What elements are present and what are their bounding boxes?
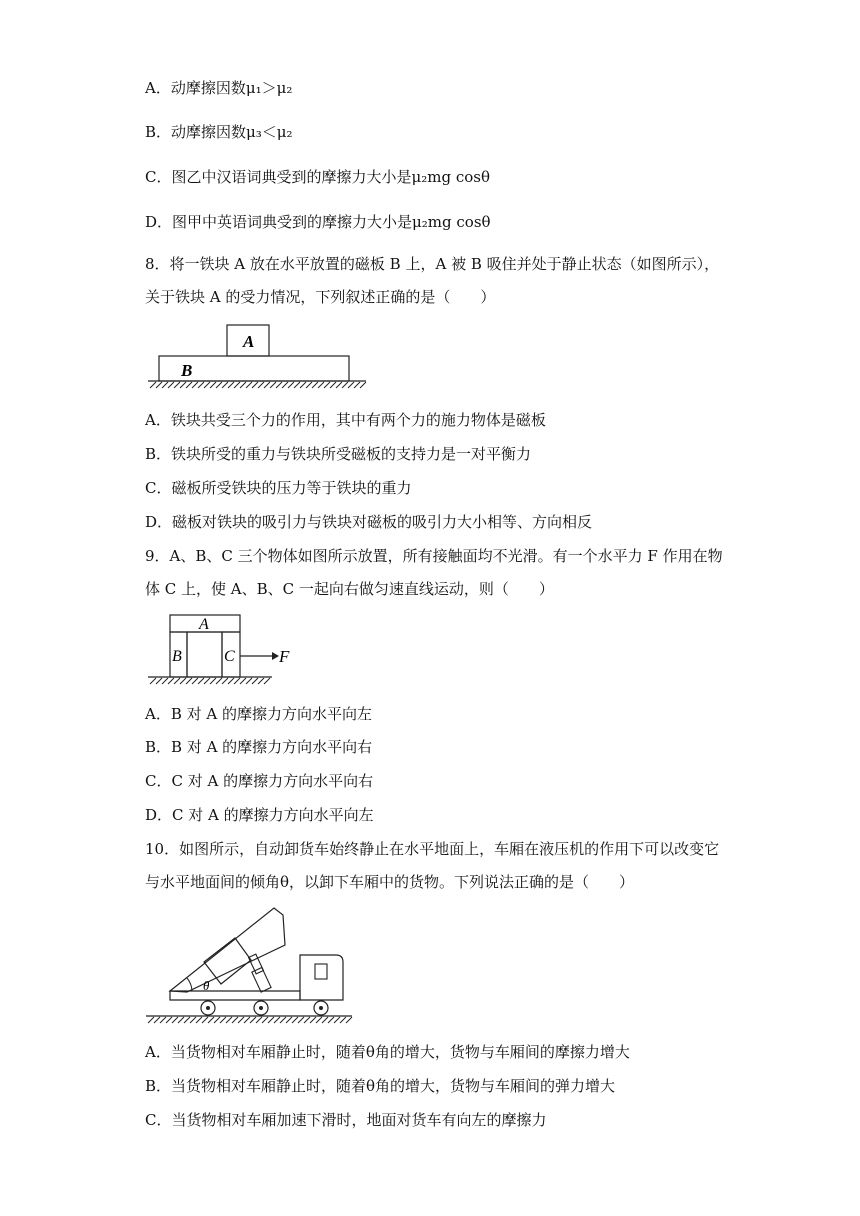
q8-ground-hatch (150, 382, 366, 388)
q10-wheel-front-hub (206, 1006, 210, 1010)
q9-stem-line1: 9．A、B、C 三个物体如图所示放置，所有接触面均不光滑。有一个水平力 F 作用在物 (145, 547, 723, 565)
q8-option-a: A．铁块共受三个力的作用，其中有两个力的施力物体是磁板 (145, 411, 546, 429)
q7-option-a: A．动摩擦因数μ₁＞μ₂ (145, 79, 293, 97)
q9-figure (140, 612, 310, 692)
q10-option-a: A．当货物相对车厢静止时，随着θ角的增大，货物与车厢间的摩擦力增大 (145, 1043, 630, 1061)
q10-figure (140, 905, 360, 1030)
q8-option-b: B．铁块所受的重力与铁块所受磁板的支持力是一对平衡力 (145, 445, 532, 463)
q9-ground-hatch (150, 678, 270, 684)
q9-label-b: B (172, 648, 182, 665)
q10-cab (300, 955, 343, 1000)
q9-force-arrow-head (272, 652, 279, 660)
q10-option-b: B．当货物相对车厢静止时，随着θ角的增大，货物与车厢间的弹力增大 (145, 1077, 616, 1095)
q10-wheel-middle-hub (259, 1006, 263, 1010)
q10-label-theta: θ (203, 978, 210, 993)
q9-option-d: D．C 对 A 的摩擦力方向水平向左 (145, 806, 374, 824)
q10-cab-window (315, 964, 327, 979)
q8-label-b: B (181, 361, 193, 380)
q10-option-c: C．当货物相对车厢加速下滑时，地面对货车有向左的摩擦力 (145, 1111, 547, 1129)
q7-option-c: C．图乙中汉语词典受到的摩擦力大小是μ₂mg cosθ (145, 168, 490, 186)
q8-option-d: D．磁板对铁块的吸引力与铁块对磁板的吸引力大小相等、方向相反 (145, 513, 593, 531)
q9-middle-gap (187, 632, 222, 677)
q9-option-a: A．B 对 A 的摩擦力方向水平向左 (145, 705, 372, 723)
q9-label-f: F (279, 647, 290, 666)
q9-stem-line2: 体 C 上，使 A、B、C 一起向右做匀速直线运动，则（ ） (145, 580, 554, 598)
q8-option-c: C．磁板所受铁块的压力等于铁块的重力 (145, 479, 412, 497)
q10-ground-hatch (148, 1017, 352, 1023)
q9-label-c: C (224, 648, 235, 665)
q8-label-a: A (243, 332, 255, 351)
q7-option-b: B．动摩擦因数μ₃＜μ₂ (145, 123, 293, 141)
q9-label-a: A (199, 616, 209, 633)
q9-option-c: C．C 对 A 的摩擦力方向水平向右 (145, 772, 374, 790)
q8-stem-line1: 8．将一铁块 A 放在水平放置的磁板 B 上，A 被 B 吸住并处于静止状态（如图所示）， (145, 255, 720, 273)
q8-figure (140, 320, 380, 400)
q9-option-b: B．B 对 A 的摩擦力方向水平向右 (145, 738, 373, 756)
q7-option-d: D．图甲中英语词典受到的摩擦力大小是μ₂mg cosθ (145, 213, 491, 231)
q10-wheel-rear-hub (319, 1006, 323, 1010)
q10-stem-line2: 与水平地面间的倾角θ，以卸下车厢中的货物。下列说法正确的是（ ） (145, 873, 635, 891)
q10-truck-bed (170, 991, 300, 1000)
q10-hydraulic-upper (249, 954, 264, 974)
q8-stem-line2: 关于铁块 A 的受力情况，下列叙述正确的是（ ） (145, 288, 496, 306)
q10-theta-arc (187, 978, 192, 991)
q10-stem-line1: 10．如图所示，自动卸货车始终静止在水平地面上，车厢在液压机的作用下可以改变它 (145, 840, 720, 858)
